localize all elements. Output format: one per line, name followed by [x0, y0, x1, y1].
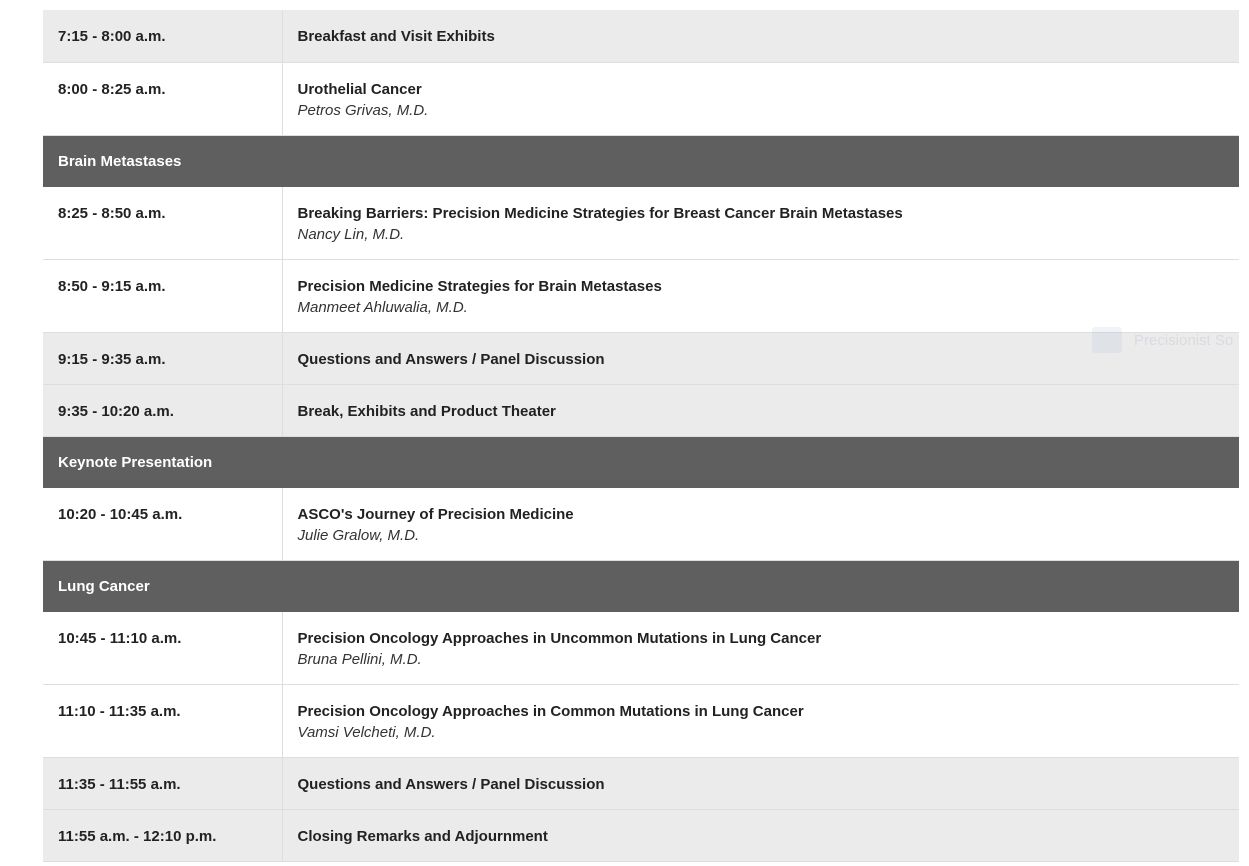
session-speaker: Julie Gralow, M.D. [297, 526, 420, 544]
session-title: Precision Oncology Approaches in Uncommon Mutations in Lung Cancer [297, 629, 822, 647]
session-time: 7:15 - 8:00 a.m. [43, 10, 282, 62]
session-details [282, 62, 1239, 135]
session-details [282, 259, 1239, 332]
agenda-row [43, 62, 1239, 135]
session-time: 11:10 - 11:35 a.m. [43, 684, 282, 757]
session-time: 8:50 - 9:15 a.m. [43, 259, 282, 332]
agenda-row [43, 259, 1239, 332]
agenda-row [43, 384, 1239, 436]
session-details [282, 384, 1239, 436]
agenda-row [43, 757, 1239, 809]
session-speaker: Nancy Lin, M.D. [297, 225, 405, 243]
session-title: Questions and Answers / Panel Discussion [297, 350, 605, 368]
agenda-row [43, 487, 1239, 560]
agenda-row [43, 10, 1239, 62]
session-title: ASCO's Journey of Precision Medicine [297, 505, 574, 523]
agenda-row [43, 684, 1239, 757]
session-time: 10:20 - 10:45 a.m. [43, 487, 282, 560]
agenda-row [43, 611, 1239, 684]
section-header-row [43, 436, 1239, 487]
session-title: Precision Oncology Approaches in Common Mutations in Lung Cancer [297, 702, 804, 720]
session-title: Breaking Barriers: Precision Medicine Strategies for Breast Cancer Brain Metastases [297, 204, 903, 222]
session-title: Breakfast and Visit Exhibits [297, 28, 495, 45]
session-time: 8:25 - 8:50 a.m. [43, 186, 282, 259]
session-title: Questions and Answers / Panel Discussion [297, 775, 605, 793]
session-time: 11:35 - 11:55 a.m. [43, 757, 282, 809]
session-time: 9:15 - 9:35 a.m. [43, 332, 282, 384]
session-details [282, 10, 1239, 62]
agenda-row [43, 186, 1239, 259]
agenda-row [43, 332, 1239, 384]
section-heading: Lung Cancer [43, 560, 1239, 611]
session-details [282, 186, 1239, 259]
section-heading: Brain Metastases [43, 135, 1239, 186]
session-title: Closing Remarks and Adjournment [297, 827, 548, 845]
agenda-table [43, 10, 1239, 862]
session-details [282, 809, 1239, 861]
session-title: Break, Exhibits and Product Theater [297, 402, 556, 420]
session-time: 9:35 - 10:20 a.m. [43, 384, 282, 436]
session-title: Urothelial Cancer [297, 80, 422, 98]
session-time: 11:55 a.m. - 12:10 p.m. [43, 809, 282, 861]
session-details [282, 757, 1239, 809]
session-time: 8:00 - 8:25 a.m. [43, 62, 282, 135]
session-details [282, 684, 1239, 757]
section-header-row [43, 135, 1239, 186]
session-title: Precision Medicine Strategies for Brain Metastases [297, 277, 662, 295]
session-details [282, 487, 1239, 560]
session-speaker: Petros Grivas, M.D. [297, 101, 429, 119]
section-heading: Keynote Presentation [43, 436, 1239, 487]
session-speaker: Manmeet Ahluwalia, M.D. [297, 298, 468, 316]
session-speaker: Vamsi Velcheti, M.D. [297, 723, 436, 741]
session-details [282, 332, 1239, 384]
session-speaker: Bruna Pellini, M.D. [297, 650, 422, 668]
section-header-row [43, 560, 1239, 611]
agenda-row [43, 809, 1239, 861]
session-time: 10:45 - 11:10 a.m. [43, 611, 282, 684]
session-details [282, 611, 1239, 684]
